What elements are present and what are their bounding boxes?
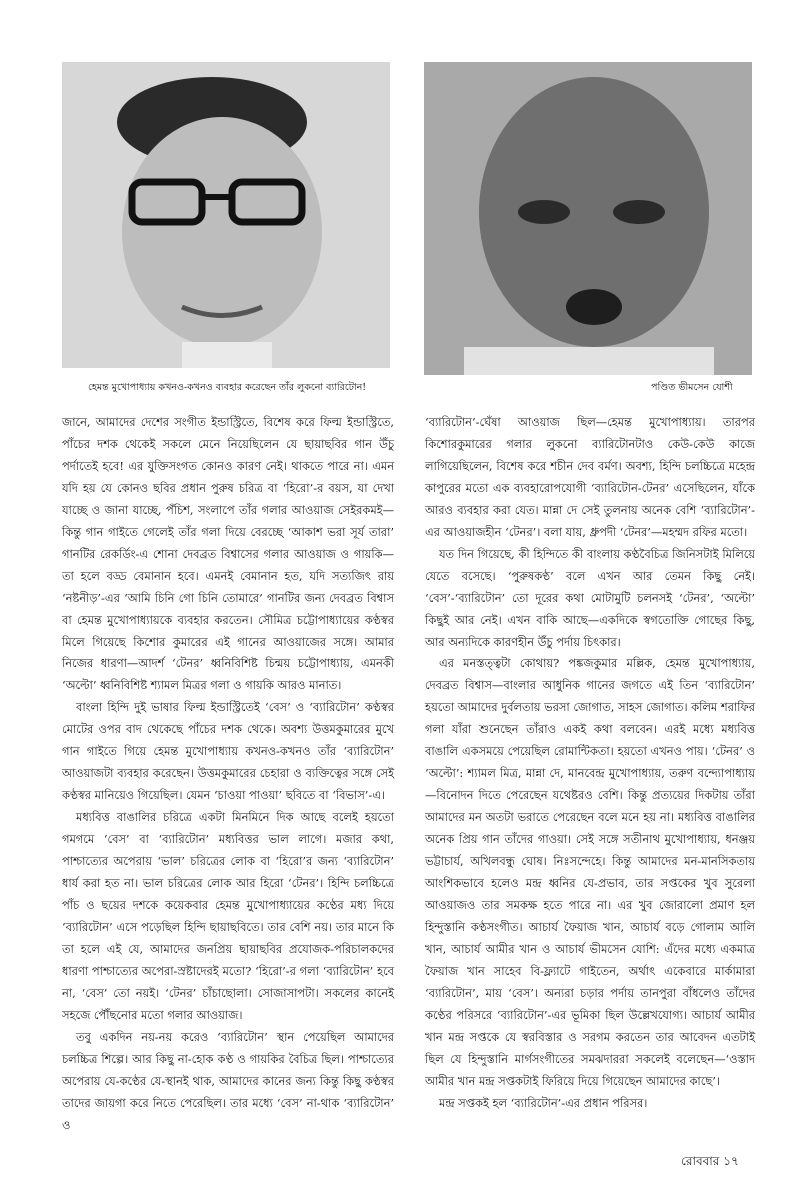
photo-caption-right: পণ্ডিত ভীমসেন যোশী (651, 382, 733, 393)
photo-caption-left: হেমন্ত মুখোপাধ্যায় কখনও-কখনও ব্যবহার করেছেন তাঁর লুকনো ব্যারিটোন! (88, 382, 367, 393)
portrait-image (62, 62, 390, 368)
article-paragraph: তবু একদিন নয়-নয় করেও ‘ব্যারিটোন’ স্থান পেয়েছিল আমাদের চলচ্চিত্র শিল্পে। আর কিছু না-হোক কণ্ঠ ও গায়কির বৈচিত্র ছিল। পাশ্চাত্যের অপেরায় যে-কণ্ঠের যে-স্থানই থাক, আমাদের কানের জন্য কিন্তু কিছু কণ্ঠস্বর তাদের জায়গা করে নিতে পেরেছিল। তার মধ্যে ‘বেস’ না-থাক ‘ব্যারিটোন’ ও (62, 1029, 394, 1132)
portrait-image (424, 62, 752, 375)
article-paragraph: মন্দ্র সপ্তকই হল ‘ব্যারিটোন’-এর প্রধান পরিসর। (439, 1095, 648, 1110)
article-paragraph: যত দিন গিয়েছে, কী হিন্দিতে কী বাংলায় কণ্ঠবৈচিত্র জিনিসটাই মিলিয়ে যেতে বসেছে। ‘পুরুষকণ্ঠ’ বলে এখন আর তেমন কিছু নেই। ‘বেস’-‘ব্যারিটোন’ তো দূরের কথা মোটামুটি চলনসই ‘টেনর’, ‘অল্টো’ কিছুই আর নেই। এখন বাকি আছে—একদিকে স্বগতোক্তি গোছের কিছু, আর অন্যদিকে কারণহীন উঁচু পর্দায় চিৎকার। (425, 546, 755, 649)
photo-hemanta-mukhopadhyay (62, 62, 390, 368)
photo-bhimsen-joshi (424, 62, 752, 375)
article-paragraph: মধ্যবিত্ত বাঙালির চরিত্রে একটা মিনমিনে দিক আছে বলেই হয়তো গমগমে ‘বেস’ বা ‘ব্যারিটোন’ মধ্যবিত্তর ভাল লাগে। মজার কথা, পাশ্চাত্যের অপেরায় ‘ভাল’ চরিত্রের লোক বা ‘হিরো’র জন্য ‘ব্যারিটোন’ ধার্য করা হত না। ভাল চরিত্রের লোক আর হিরো ‘টেনর’। হিন্দি চলচ্চিত্রে পাঁচ ও ছয়ের দশকে কয়েকবার হেমন্ত মুখোপাধ্যায়ের কণ্ঠের মধ্য দিয়ে ‘ব্যারিটোন’ এসে পড়েছিল হিন্দি ছায়াছবিতে। তার বেশি নয়। তার মানে কি তা হলে এই যে, আমাদের জনপ্রিয় ছায়াছবির প্রযোজক-পরিচালকদের ধারণা পাশ্চাত্যের অপেরা-স্রষ্টাদেরই মতো? ‘হিরো’-র গলা ‘ব্যারিটোন’ হবে না, ‘বেস’ তো নয়ই। ‘টেনর’ চাঁচাছোলা। সোজাসাপটা। সকলের কানেই সহজে পৌঁছনোর মতো গলার আওয়াজ। (62, 810, 394, 1022)
article-paragraph: ‘ব্যারিটোন’-ঘেঁষা আওয়াজ ছিল—হেমন্ত মুখোপাধ্যায়। তারপর কিশোরকুমারের গলার লুকনো ব্যারিটোনটাও কেউ-কেউ কাজে লাগিয়েছিলেন, বিশেষ করে শচীন দেব বর্মণ। অবশ্য, হিন্দি চলচ্চিত্রে মহেন্দ্র কাপুরের মতো এক ব্যবহারোপযোগী ‘ব্যারিটোন-টেনর’ এসেছিলেন, যাঁকে আরও ব্যবহার করা যেত। মান্না দে সেই তুলনায় অনেক বেশি ‘ব্যারিটোন’-এর আওয়াজহীন ‘টেনর’। বলা যায়, ধ্রুপদী ‘টেনর’—মহম্মদ রফির মতো। (425, 415, 755, 539)
article-paragraph: জানে, আমাদের দেশের সংগীত ইন্ডাস্ট্রিতে, বিশেষ করে ফিল্ম ইন্ডাস্ট্রিতে, পাঁচের দশক থেকেই সকলে মেনে নিয়েছিলেন যে ছায়াছবির গান উঁচু পর্দাতেই হবে! এর যুক্তিসংগত কোনও কারণ নেই। থাকতে পারে না। এমন যদি হয় যে কোনও ছবির প্রধান পুরুষ চরিত্র বা ‘হিরো’-র বয়স, যা দেখা যাচ্ছে ও জানা যাচ্ছে, পঁচিশ, সংলাপে তাঁর গলার আওয়াজ সেইরকমই—কিন্তু গান গাইতে গেলেই তাঁর গলা দিয়ে বেরচ্ছে ‘আকাশ ভরা সূর্য তারা’ গানটির রেকর্ডিং-এ শোনা দেবব্রত বিশ্বাসের গলার আওয়াজ ও গায়কি—তা হলে বড্ড বেমানান হবে। এমনই বেমানান হত, যদি সত্যজিৎ রায় ‘নষ্টনীড়’-এর ‘আমি চিনি গো চিনি তোমারে’ গানটির জন্য দেবব্রত বিশ্বাস বা হেমন্ত মুখোপাধ্যায়কে ব্যবহার করতেন। সৌমিত্র চট্টোপাধ্যায়ের কণ্ঠস্বর মিলে গিয়েছে কিশোর কুমারের এই গানের আওয়াজের সঙ্গে। আমার নিজের ধারণা—আদর্শ ‘টেনর’ ধ্বনিবিশিষ্ট চিন্ময় চট্টোপাধ্যায়, এমনকী ‘অল্টো’ ধ্বনিবিশিষ্ট শ্যামল মিত্রর গলা ও গায়কি আরও মানাত। (62, 415, 394, 693)
article-paragraph: বাংলা হিন্দি দুই ভাষার ফিল্ম ইন্ডাস্ট্রিতেই ‘বেস’ ও ‘ব্যারিটোন’ কণ্ঠস্বর মোটের ওপর বাদ থেকেছে পাঁচের দশক থেকে। অবশ্য উত্তমকুমারের মুখে গান গাইতে গিয়ে হেমন্ত মুখোপাধ্যায় কখনও-কখনও তাঁর ‘ব্যারিটোন’ আওয়াজটা ব্যবহার করেছেন। উত্তমকুমারের চেহারা ও ব্যক্তিত্বের সঙ্গে সেই কণ্ঠস্বর মানিয়েও গিয়েছিল। যেমন ‘চাওয়া পাওয়া’ ছবিতে বা ‘বিভাস’-এ। (62, 700, 394, 803)
article-column-left (62, 412, 394, 1136)
page-footer: রোববার ১৭ (681, 1154, 739, 1168)
article-paragraph: এর মনস্তত্ত্বটা কোথায়? পঙ্কজকুমার মল্লিক, হেমন্ত মুখোপাধ্যায়, দেবব্রত বিশ্বাস—বাংলার আধুনিক গানের জগতে এই তিন ‘ব্যারিটোন’ হয়তো আমাদের দুর্বলতায় ভরসা জোগাত, সাহস জোগাত। কলিম শরাফির গলা যাঁরা শুনেছেন তাঁরাও একই কথা বলবেন। এরই মধ্যে মধ্যবিত্ত বাঙালি একসময়ে পেয়েছিল রোমান্টিকতা। হয়তো এখনও পায়। ‘টেনর’ ও ‘অল্টো’: শ্যামল মিত্র, মান্না দে, মানবেন্দ্র মুখোপাধ্যায়, তরুণ বন্দ্যোপাধ্যায়—বিনোদন দিতে পেরেছেন যথেষ্টরও বেশি। কিন্তু প্রত্যয়ের দিকটায় তাঁরা আমাদের মন অতটা ভরাতে পেরেছেন বলে মনে হয় না। মধ্যবিত্ত বাঙালির অনেক প্রিয় গান তাঁদের গাওয়া। সেই সঙ্গে সতীনাথ মুখোপাধ্যায়, ধনঞ্জয় ভট্টাচার্য, অখিলবন্ধু ঘোষ। নিঃসন্দেহে। কিন্তু আমাদের মন-মানসিকতায় আংশিকভাবে হলেও মন্দ্র ধ্বনির যে-প্রভাব, তার সপ্তকের খুব সুরেলা আওয়াজও তার সমকক্ষ হতে পারে না। এর খুব জোরালো প্রমাণ হল হিন্দুস্তানি কণ্ঠসংগীত। আচার্য ফৈয়াজ খান, আচার্য বড়ে গোলাম আলি খান, আচার্য আমীর খান ও আচার্য ভীমসেন যোশি: এঁদের মধ্যে একমাত্র ফৈয়াজ খান সাহেব বি-ফ্ল্যাটে গাইতেন, অর্থাৎ একেবারে মার্কামারা ‘ব্যারিটোন’, মায় ‘বেস’। অন্যরা চড়ার পর্দায় তানপুরা বাঁধলেও তাঁদের কণ্ঠের পরিসরে ‘ব্যারিটোন’-এর ভূমিকা ছিল উল্লেখযোগ্য। আচার্য আমীর খান মন্দ্র সপ্তকে যে স্বরবিস্তার ও সরগম করতেন তার আবেদন এতটাই ছিল যে হিন্দুস্তানি মার্গসংগীতের সমঝদাররা সকলেই বলেছেন—‘ওস্তাদ আমীর খান মন্দ্র সপ্তকটাই ফিরিয়ে দিয়ে গিয়েছেন আমাদের কাছে’। (425, 656, 755, 1088)
article-column-right (425, 412, 755, 1115)
